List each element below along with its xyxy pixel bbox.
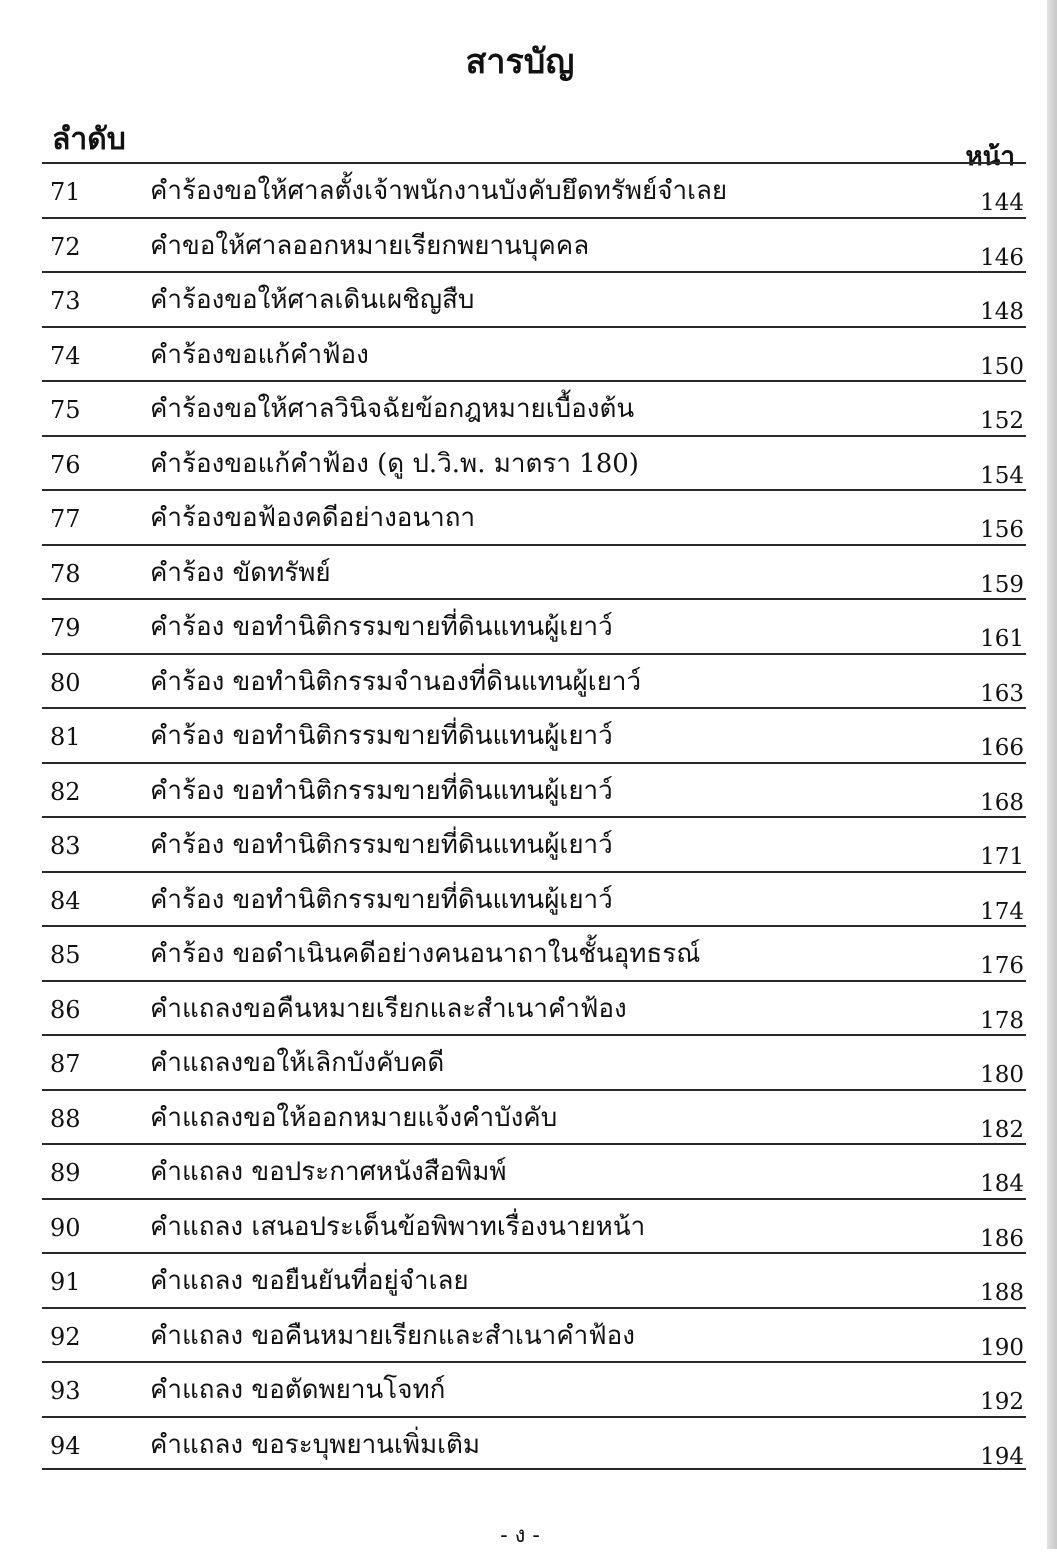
entry-number: 79 bbox=[50, 614, 81, 642]
entry-page-number: 171 bbox=[980, 844, 1024, 870]
entry-page-number: 144 bbox=[980, 190, 1024, 216]
entry-title: คำแถลงขอให้ออกหมายแจ้งคำบังคับ bbox=[150, 1102, 558, 1133]
entry-title: คำแถลง ขอระบุพยานเพิ่มเติม bbox=[150, 1429, 481, 1460]
entry-number: 90 bbox=[50, 1213, 81, 1242]
entry-page-number: 178 bbox=[980, 1007, 1024, 1034]
entry-number: 71 bbox=[50, 178, 81, 206]
entry-title: คำแถลง เสนอประเด็นข้อพิพาทเรื่องนายหน้า bbox=[150, 1211, 646, 1242]
toc-row bbox=[42, 1089, 1026, 1144]
entry-page-number: 146 bbox=[980, 244, 1024, 271]
entry-number: 94 bbox=[50, 1431, 81, 1460]
entry-number: 72 bbox=[50, 232, 81, 261]
entry-number: 83 bbox=[50, 832, 81, 860]
toc-row bbox=[42, 489, 1026, 544]
table-of-contents bbox=[42, 162, 1026, 1470]
toc-row bbox=[42, 1307, 1026, 1362]
entry-number: 91 bbox=[50, 1268, 81, 1296]
entry-page-number: 161 bbox=[980, 626, 1024, 652]
entry-number: 86 bbox=[50, 995, 81, 1024]
entry-title: คำแถลงขอให้เลิกบังคับคดี bbox=[150, 1048, 445, 1078]
entry-page-number: 163 bbox=[980, 680, 1024, 707]
toc-row bbox=[42, 925, 1026, 980]
entry-number: 74 bbox=[50, 341, 81, 370]
entry-number: 76 bbox=[50, 450, 81, 479]
toc-row bbox=[42, 162, 1026, 217]
entry-title: คำร้อง ขัดทรัพย์ bbox=[150, 557, 331, 588]
entry-number: 75 bbox=[50, 396, 81, 424]
entry-title: คำร้อง ขอดำเนินคดีอย่างคนอนาถาในชั้นอุทธรณ์ bbox=[150, 939, 701, 969]
entry-number: 82 bbox=[50, 777, 81, 806]
toc-row bbox=[42, 653, 1026, 708]
toc-row bbox=[42, 707, 1026, 762]
entry-page-number: 166 bbox=[980, 735, 1024, 761]
entry-title: คำร้อง ขอทำนิติกรรมขายที่ดินแทนผู้เยาว์ bbox=[150, 721, 613, 751]
entry-title: คำร้องขอให้ศาลเดินเผชิญสืบ bbox=[150, 285, 475, 315]
entry-page-number: 192 bbox=[980, 1389, 1024, 1415]
entry-number: 73 bbox=[50, 287, 81, 315]
toc-row bbox=[42, 435, 1026, 490]
entry-number: 85 bbox=[50, 941, 81, 969]
entry-number: 81 bbox=[50, 723, 81, 751]
page-column-header: หน้า bbox=[965, 142, 1015, 172]
entry-page-number: 176 bbox=[980, 953, 1024, 979]
toc-row bbox=[42, 326, 1026, 381]
entry-page-number: 156 bbox=[980, 517, 1024, 543]
entry-page-number: 148 bbox=[980, 299, 1024, 325]
entry-title: คำแถลง ขอคืนหมายเรียกและสำเนาคำฟ้อง bbox=[150, 1320, 635, 1351]
toc-row bbox=[42, 1252, 1026, 1307]
entry-page-number: 159 bbox=[980, 571, 1024, 598]
toc-row bbox=[42, 1416, 1026, 1471]
entry-page-number: 154 bbox=[980, 462, 1024, 489]
entry-number: 78 bbox=[50, 559, 81, 588]
toc-row bbox=[42, 1198, 1026, 1253]
entry-title: คำร้องขอฟ้องคดีอย่างอนาถา bbox=[150, 503, 476, 533]
entry-page-number: 174 bbox=[980, 898, 1024, 925]
toc-row bbox=[42, 1034, 1026, 1089]
entry-number: 77 bbox=[50, 505, 81, 533]
toc-row bbox=[42, 1361, 1026, 1416]
entry-number: 88 bbox=[50, 1104, 81, 1133]
sequence-column-header: ลำดับ bbox=[52, 122, 126, 157]
entry-title: คำแถลง ขอประกาศหนังสือพิมพ์ bbox=[150, 1157, 507, 1187]
entry-number: 89 bbox=[50, 1159, 81, 1187]
entry-page-number: 150 bbox=[980, 353, 1024, 380]
toc-row bbox=[42, 1143, 1026, 1198]
toc-row bbox=[42, 871, 1026, 926]
entry-title: คำร้อง ขอทำนิติกรรมขายที่ดินแทนผู้เยาว์ bbox=[150, 775, 613, 806]
toc-row bbox=[42, 980, 1026, 1035]
entry-page-number: 152 bbox=[980, 408, 1024, 434]
page-title: สารบัญ bbox=[465, 42, 575, 82]
page-number-footer: - ง - bbox=[500, 1523, 540, 1548]
toc-row bbox=[42, 816, 1026, 871]
entry-page-number: 188 bbox=[980, 1280, 1024, 1306]
entry-page-number: 194 bbox=[980, 1443, 1024, 1470]
entry-page-number: 190 bbox=[980, 1334, 1024, 1361]
entry-title: คำร้องขอให้ศาลวินิจฉัยข้อกฎหมายเบื้องต้น bbox=[150, 394, 635, 424]
entry-number: 93 bbox=[50, 1377, 81, 1405]
entry-number: 80 bbox=[50, 668, 81, 697]
toc-row bbox=[42, 598, 1026, 653]
entry-title: คำร้องขอแก้คำฟ้อง (ดู ป.วิ.พ. มาตรา 180) bbox=[150, 448, 639, 479]
entry-title: คำแถลงขอคืนหมายเรียกและสำเนาคำฟ้อง bbox=[150, 993, 627, 1024]
entry-title: คำร้อง ขอทำนิติกรรมจำนองที่ดินแทนผู้เยาว์ bbox=[150, 666, 642, 697]
entry-title: คำแถลง ขอตัดพยานโจทก์ bbox=[150, 1375, 446, 1405]
entry-page-number: 184 bbox=[980, 1171, 1024, 1197]
toc-row bbox=[42, 271, 1026, 326]
toc-row bbox=[42, 217, 1026, 272]
entry-number: 84 bbox=[50, 886, 81, 915]
entry-number: 92 bbox=[50, 1322, 81, 1351]
toc-row bbox=[42, 762, 1026, 817]
entry-title: คำร้องขอแก้คำฟ้อง bbox=[150, 339, 369, 370]
toc-row bbox=[42, 544, 1026, 599]
toc-row bbox=[42, 380, 1026, 435]
entry-title: คำร้องขอให้ศาลตั้งเจ้าพนักงานบังคับยึดทรัพย์จำเลย bbox=[150, 176, 728, 206]
entry-title: คำขอให้ศาลออกหมายเรียกพยานบุคคล bbox=[150, 230, 590, 261]
page-edge bbox=[1047, 0, 1057, 1549]
entry-number: 87 bbox=[50, 1050, 81, 1078]
entry-page-number: 182 bbox=[980, 1116, 1024, 1143]
entry-title: คำร้อง ขอทำนิติกรรมขายที่ดินแทนผู้เยาว์ bbox=[150, 830, 613, 860]
entry-title: คำร้อง ขอทำนิติกรรมขายที่ดินแทนผู้เยาว์ bbox=[150, 884, 613, 915]
entry-page-number: 168 bbox=[980, 789, 1024, 816]
entry-page-number: 180 bbox=[980, 1062, 1024, 1088]
entry-title: คำแถลง ขอยืนยันที่อยู่จำเลย bbox=[150, 1266, 469, 1296]
entry-title: คำร้อง ขอทำนิติกรรมขายที่ดินแทนผู้เยาว์ bbox=[150, 612, 613, 642]
entry-page-number: 186 bbox=[980, 1225, 1024, 1252]
